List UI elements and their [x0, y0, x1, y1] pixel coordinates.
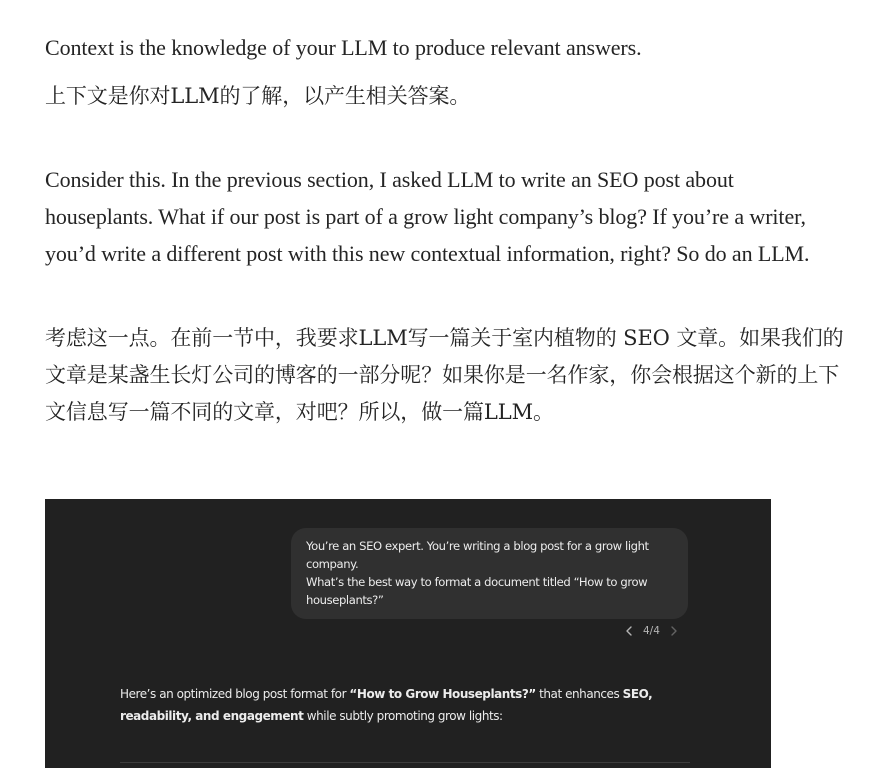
answer-text: Here’s an optimized blog post format for [120, 687, 350, 701]
chevron-right-icon[interactable] [668, 625, 680, 637]
paragraph-context-en: Context is the knowledge of your LLM to produce relevant answers. [45, 35, 642, 60]
answer-text: while subtly promoting grow lights: [303, 709, 503, 723]
chat-screenshot [45, 499, 771, 768]
divider [120, 762, 690, 763]
user-message-bubble [291, 528, 688, 619]
answer-text: that enhances [535, 687, 623, 701]
paragraph-consider-zh: 考虑这一点。在前一节中，我要求LLM写一篇关于室内植物的 SEO 文章。如果我们的文章是某盏生长灯公司的博客的一部分呢？如果你是一名作家，你会根据这个新的上下文信息写一篇不同的文章，对吧？所以，做一篇LLM。 [45, 326, 844, 424]
pager-count: 4/4 [643, 625, 660, 637]
answer-bold-title: “How to Grow Houseplants?” [349, 687, 536, 701]
user-message-line: What’s the best way to format a document titled “How to grow houseplants?” [306, 575, 648, 607]
chevron-left-icon[interactable] [623, 625, 635, 637]
paragraph-context-zh: 上下文是你对LLM的了解，以产生相关答案。 [45, 84, 471, 108]
assistant-answer [120, 683, 720, 727]
user-message-line: You’re an SEO expert. You’re writing a blog post for a grow light company. [306, 539, 649, 571]
paragraph-consider-en: Consider this. In the previous section, I asked LLM to write an SEO post about houseplants. What if our post is part of a grow light company’s blog? If you’re a writer, you’d write a different post with this new contextual information, right? So do an LLM. [45, 167, 810, 266]
response-pager [623, 625, 680, 637]
answer-bold-keywords: SEO, readability, and engagement [120, 687, 653, 723]
